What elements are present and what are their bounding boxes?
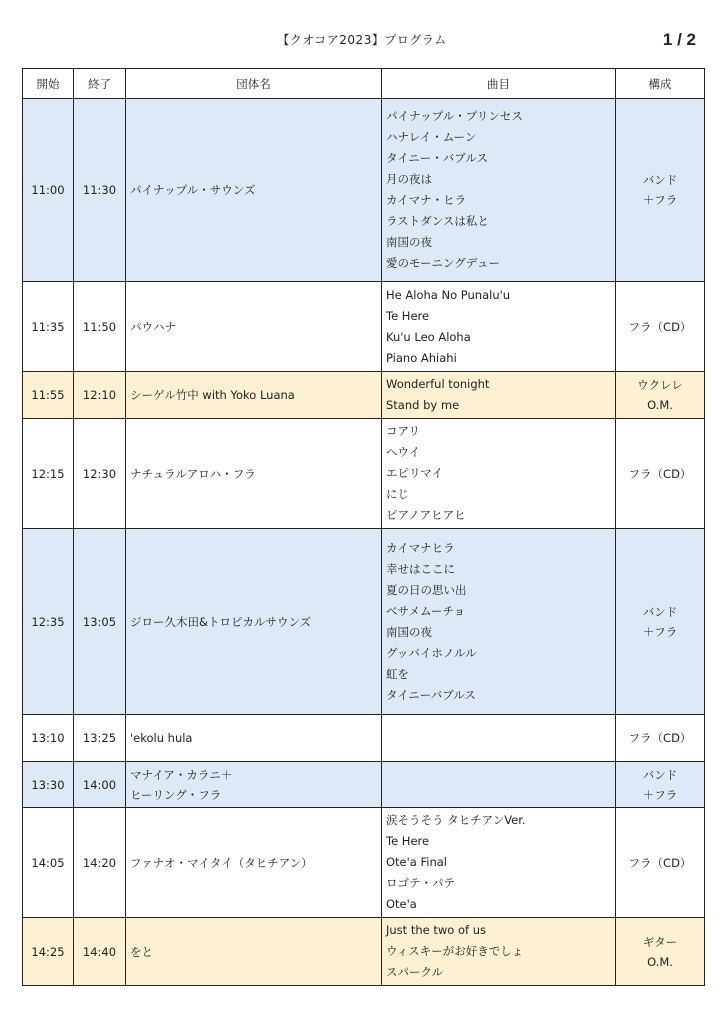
song-title: パイナップル・プリンセス [386,109,523,123]
start-time: 14:25 [31,944,65,959]
end-time: 14:20 [82,855,117,870]
start-time-cell [23,282,74,372]
song-title: グッバイホノルル [386,645,477,660]
group-cell [126,282,382,372]
config-text: フラ（CD） [628,855,692,870]
start-time: 12:15 [31,466,65,481]
song-title: ベサメムーチョ [386,603,466,618]
config-text: バンド [642,604,678,619]
songs-cell [382,762,616,808]
group-cell [126,529,382,715]
song-title: Ote'a Final [386,855,448,869]
group-name: 'ekolu hula [130,731,193,745]
header-start: 開始 [23,69,74,99]
config-cell [616,419,705,529]
song-title: 虹を [386,666,409,681]
song-title: ラストダンスは私と [386,214,489,228]
group-cell [126,99,382,282]
song-title: 涙そうそう タヒチアンVer. [386,813,526,827]
config-text: ＋フラ [642,193,678,207]
songs-cell [382,282,616,372]
page-number: 1 / 2 [662,30,696,49]
table-row [23,99,705,282]
group-cell [126,372,382,419]
song-title: ウィスキーがお好きでしょ [386,944,524,958]
song-title: Piano Ahiahi [386,350,457,365]
song-title: タイニーバブルス [386,687,476,702]
config-text: バンド [642,767,678,782]
table-row [23,808,705,918]
table-row [23,529,705,715]
songs-cell [382,99,616,282]
song-title: カイマナ・ヒラ [386,193,467,207]
config-text: ギター [642,934,678,949]
end-time: 12:30 [82,466,117,481]
song-title: タイニー・バブルス [386,151,489,165]
song-title: Just the two of us [386,923,486,937]
header-songs: 曲目 [382,69,616,99]
end-time: 13:05 [82,614,117,629]
end-time: 14:40 [82,944,117,959]
song-title: Ku'u Leo Aloha [386,329,471,344]
group-cell [126,808,382,918]
start-time-cell [23,808,74,918]
group-name: シーゲル竹中 with Yoko Luana [130,388,295,402]
song-title: カイマナヒラ [386,540,455,555]
song-title: 南国の夜 [386,624,432,639]
start-time: 11:35 [31,319,65,334]
config-text: ＋フラ [642,624,678,639]
end-time: 14:00 [82,777,117,792]
start-time: 14:05 [31,855,65,870]
start-time-cell [23,529,74,715]
song-title: Te Here [386,834,430,848]
table-row [23,282,705,372]
group-name: パイナップル・サウンズ [130,183,256,197]
group-name: をと [130,944,153,959]
song-title: Wonderful tonight [386,377,490,391]
group-name: パウハナ [130,319,176,334]
start-time: 12:35 [31,614,65,629]
config-text: フラ（CD） [628,319,692,334]
config-cell [616,808,705,918]
end-time: 11:50 [82,319,117,334]
config-cell [616,529,705,715]
start-time: 11:00 [31,183,65,197]
end-time-cell [74,372,126,419]
table-row [23,419,705,529]
program-table [22,68,705,986]
config-text: ウクレレ [637,378,683,392]
config-cell [616,715,705,762]
start-time-cell [23,419,74,529]
end-time: 12:10 [82,388,117,402]
end-time-cell [74,715,126,762]
config-cell [616,918,705,986]
song-title: スパークル [386,965,444,979]
table-row [23,918,705,986]
songs-cell [382,808,616,918]
group-name: ファナオ・マイタイ（タヒチアン） [130,855,313,870]
start-time: 13:30 [31,777,65,792]
config-cell [616,99,705,282]
songs-cell [382,372,616,419]
end-time-cell [74,419,126,529]
start-time-cell [23,715,74,762]
song-title: ハナレイ・ムーン [386,130,477,144]
config-cell [616,372,705,419]
start-time: 13:10 [31,731,65,745]
config-text: フラ（CD） [628,731,692,745]
song-title: Te Here [386,308,430,323]
song-title: Ote'a [386,897,417,911]
config-text: ＋フラ [642,787,678,802]
start-time-cell [23,372,74,419]
end-time-cell [74,762,126,808]
song-title: 月の夜は [386,172,432,186]
group-cell [126,762,382,808]
song-title: ロゴテ・パテ [386,876,455,890]
song-title: コアリ [386,424,421,438]
song-title: 幸せはここに [386,561,455,576]
end-time: 13:25 [82,731,117,745]
start-time: 11:55 [31,388,65,402]
start-time-cell [23,762,74,808]
group-cell [126,918,382,986]
song-title: にじ [386,487,409,501]
config-text: バンド [642,173,678,187]
table-row [23,372,705,419]
group-cell [126,715,382,762]
group-cell [126,419,382,529]
config-text: O.M. [647,954,673,969]
song-title: ピアノアヒアヒ [386,508,466,522]
song-title: 愛のモーニングデュー [386,256,500,270]
config-cell [616,282,705,372]
group-name: ジロー久木田&トロピカルサウンズ [130,614,312,629]
header-config: 構成 [616,69,705,99]
header-end: 終了 [74,69,126,99]
songs-cell [382,715,616,762]
config-cell [616,762,705,808]
song-title: 夏の日の思い出 [386,582,467,597]
end-time-cell [74,808,126,918]
end-time: 11:30 [82,183,117,197]
table-header-row [23,69,705,99]
config-text: O.M. [647,398,673,412]
start-time-cell [23,99,74,282]
songs-cell [382,529,616,715]
group-name: マナイア・カラニ＋ [130,767,233,782]
song-title: 南国の夜 [386,235,432,249]
end-time-cell [74,282,126,372]
end-time-cell [74,99,126,282]
header-group: 団体名 [126,69,382,99]
end-time-cell [74,529,126,715]
song-title: Stand by me [386,398,460,412]
end-time-cell [74,918,126,986]
songs-cell [382,419,616,529]
page-title: 【クオコア2023】プログラム [277,33,447,47]
songs-cell [382,918,616,986]
config-text: フラ（CD） [628,466,692,481]
group-name: ナチュラルアロハ・フラ [130,466,256,481]
song-title: He Aloha No Punalu'u [386,287,511,302]
table-row [23,762,705,808]
start-time-cell [23,918,74,986]
table-body [23,99,705,986]
group-name: ヒーリング・フラ [130,787,222,802]
table-row [23,715,705,762]
song-title: ヘウイ [386,445,421,459]
song-title: エピリマイ [386,466,444,480]
